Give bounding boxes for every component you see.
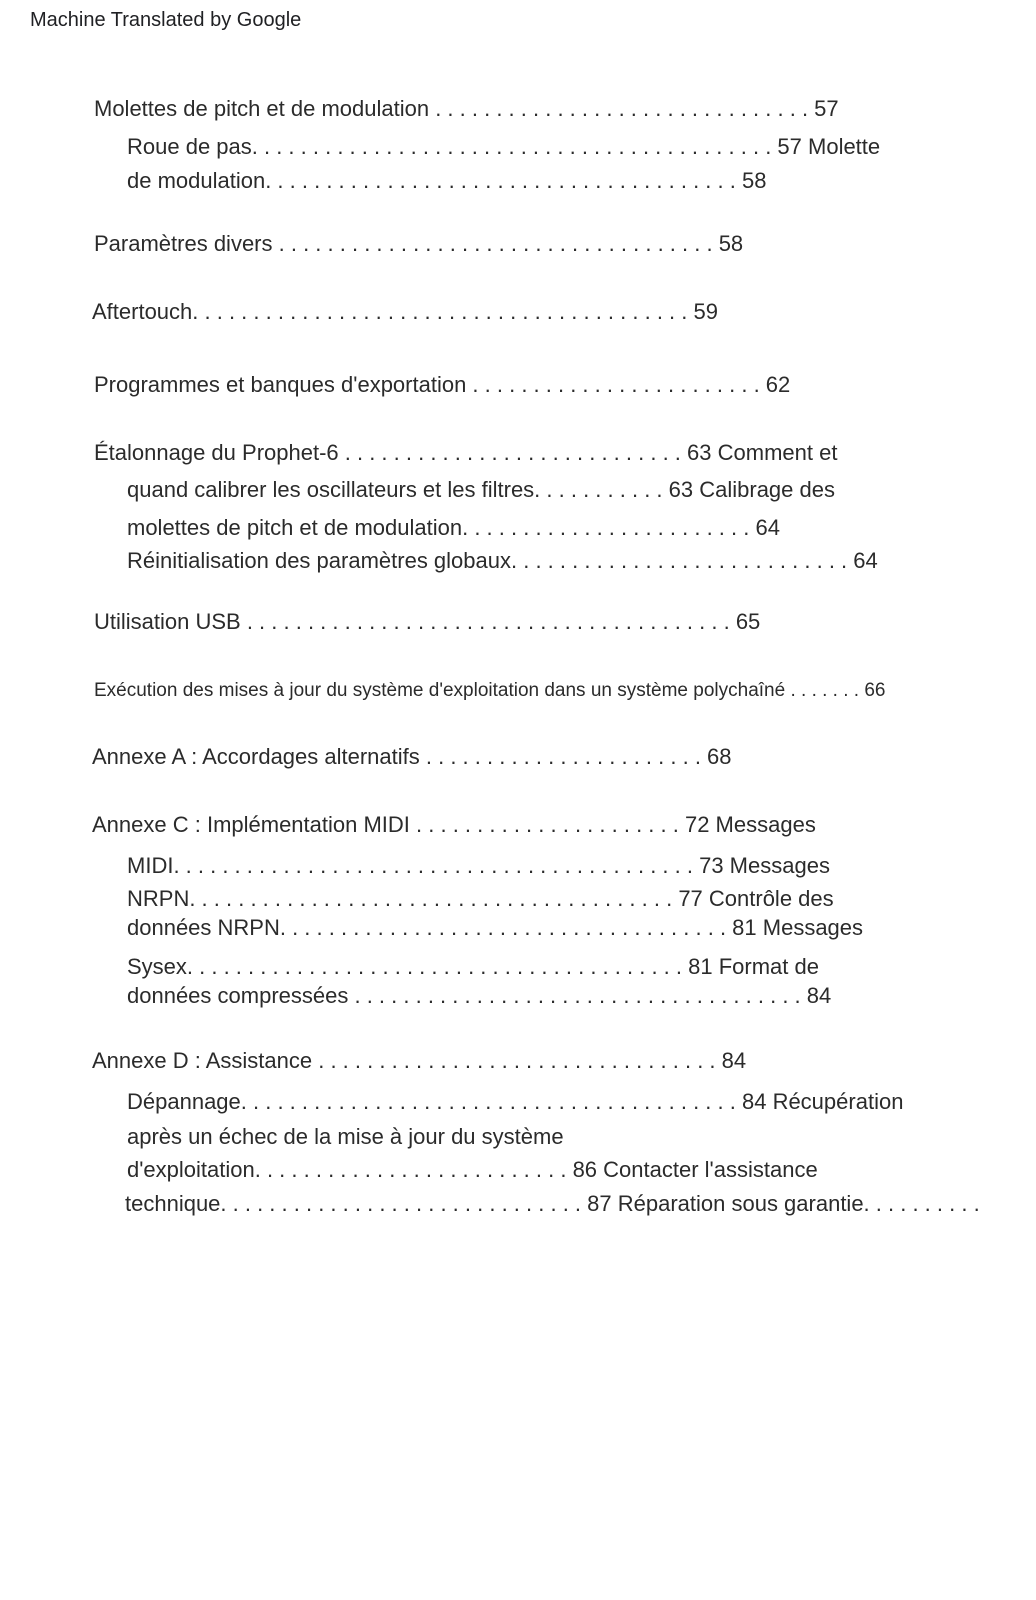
toc-line: technique. . . . . . . . . . . . . . . . . . . . . . . . . . . . . . 87 Réparation sous garantie. . . . . . . . . . xyxy=(125,1191,980,1216)
toc-line: molettes de pitch et de modulation. . . . . . . . . . . . . . . . . . . . . . . . 64 xyxy=(127,515,780,540)
toc-line: Annexe C : Implémentation MIDI . . . . . . . . . . . . . . . . . . . . . . 72 Messages xyxy=(92,812,816,837)
toc-line: Exécution des mises à jour du système d'exploitation dans un système polychaîné . . . . . . . 66 xyxy=(94,680,886,701)
toc-line: Annexe A : Accordages alternatifs . . . . . . . . . . . . . . . . . . . . . . . 68 xyxy=(92,744,732,769)
toc-line: Annexe D : Assistance . . . . . . . . . . . . . . . . . . . . . . . . . . . . . . . . . 84 xyxy=(92,1048,747,1073)
toc-line: Molettes de pitch et de modulation . . . . . . . . . . . . . . . . . . . . . . . . . . . . . . . 57 xyxy=(94,96,839,121)
toc-line: Programmes et banques d'exportation . . . . . . . . . . . . . . . . . . . . . . . . 62 xyxy=(94,372,791,397)
toc-line: MIDI. . . . . . . . . . . . . . . . . . . . . . . . . . . . . . . . . . . . . . . . . . . 73 Messages xyxy=(127,853,830,878)
toc-line: Sysex. . . . . . . . . . . . . . . . . . . . . . . . . . . . . . . . . . . . . . . . . 81 Format de xyxy=(127,954,819,979)
toc-line: Aftertouch. . . . . . . . . . . . . . . . . . . . . . . . . . . . . . . . . . . . . . . . . 59 xyxy=(92,299,718,324)
toc-line: données NRPN. . . . . . . . . . . . . . . . . . . . . . . . . . . . . . . . . . . . . 81 Messages xyxy=(127,915,864,940)
toc-line: Étalonnage du Prophet-6 . . . . . . . . . . . . . . . . . . . . . . . . . . . . 63 Comment et xyxy=(94,440,838,465)
toc-line: d'exploitation. . . . . . . . . . . . . . . . . . . . . . . . . . 86 Contacter l'assistance xyxy=(127,1157,818,1182)
toc-line: Utilisation USB . . . . . . . . . . . . . . . . . . . . . . . . . . . . . . . . . . . . . . . . 65 xyxy=(94,609,761,634)
toc-line: Dépannage. . . . . . . . . . . . . . . . . . . . . . . . . . . . . . . . . . . . . . . . . 84 Récupération xyxy=(127,1089,904,1114)
toc-line: Paramètres divers . . . . . . . . . . . . . . . . . . . . . . . . . . . . . . . . . . . . 58 xyxy=(94,231,744,256)
toc-line: données compressées . . . . . . . . . . . . . . . . . . . . . . . . . . . . . . . . . . . . . 84 xyxy=(127,983,832,1008)
toc-line: Roue de pas. . . . . . . . . . . . . . . . . . . . . . . . . . . . . . . . . . . . . . . . . . . 57 Molette xyxy=(127,134,881,159)
toc-line: de modulation. . . . . . . . . . . . . . . . . . . . . . . . . . . . . . . . . . . . . . . 58 xyxy=(127,168,767,193)
toc-line: NRPN. . . . . . . . . . . . . . . . . . . . . . . . . . . . . . . . . . . . . . . . 77 Contrôle des xyxy=(127,886,834,911)
toc-line: quand calibrer les oscillateurs et les filtres. . . . . . . . . . . 63 Calibrage des xyxy=(127,477,835,502)
machine-translation-banner: Machine Translated by Google xyxy=(30,9,302,31)
toc-line: après un échec de la mise à jour du système xyxy=(127,1124,564,1149)
toc-line: Réinitialisation des paramètres globaux. . . . . . . . . . . . . . . . . . . . . . . . . . . . 64 xyxy=(127,548,878,573)
